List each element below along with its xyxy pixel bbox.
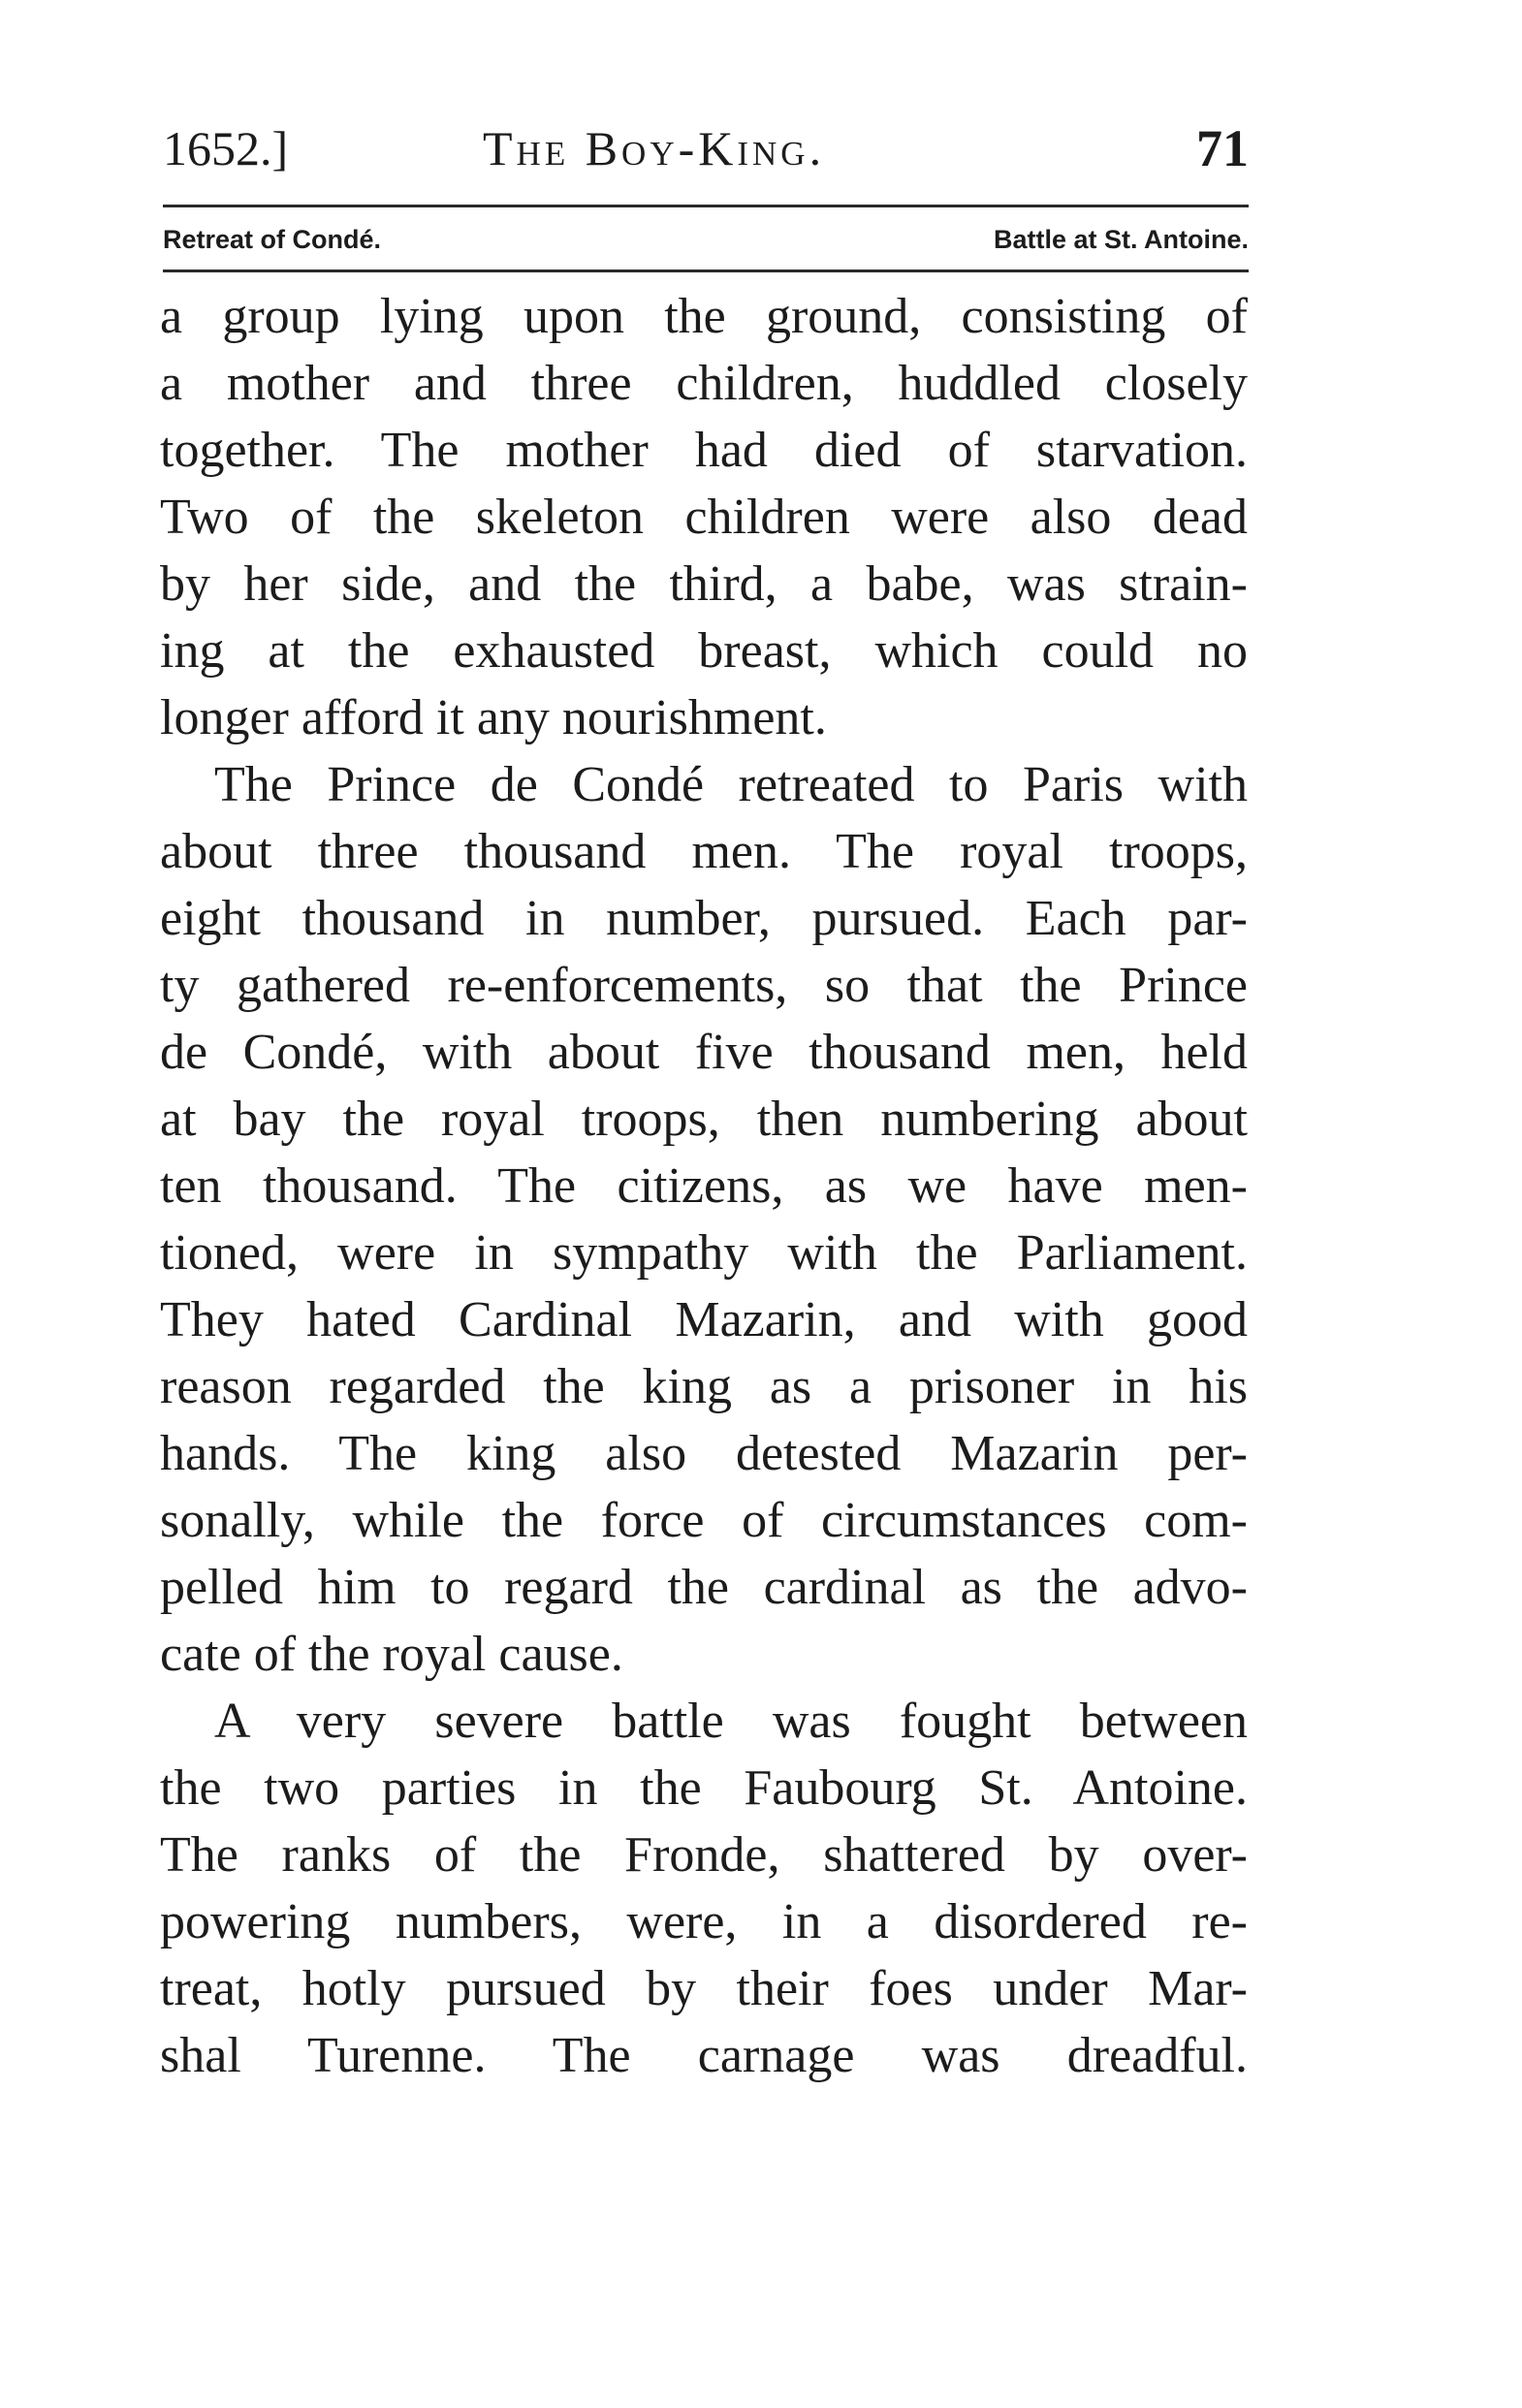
text-line: sonally, while the force of circumstances com- bbox=[160, 1493, 1248, 1548]
text-line: powering numbers, were, in a disordered re- bbox=[160, 1894, 1248, 1949]
text-line: ten thousand. The citizens, as we have men- bbox=[160, 1158, 1248, 1214]
text-line: tioned, were in sympathy with the Parliament. bbox=[160, 1225, 1248, 1281]
text-line: at bay the royal troops, then numbering about bbox=[160, 1092, 1248, 1147]
header-year: 1652.] bbox=[163, 121, 289, 175]
text-line: together. The mother had died of starvation. bbox=[160, 423, 1248, 478]
subhead-left: Retreat of Condé. bbox=[163, 225, 382, 254]
text-line: eight thousand in number, pursued. Each par- bbox=[160, 891, 1248, 946]
text-line: a mother and three children, huddled closely bbox=[160, 356, 1248, 411]
section-subheads bbox=[163, 215, 1249, 264]
subhead-right: Battle at St. Antoine. bbox=[993, 225, 1249, 254]
body-text bbox=[160, 283, 1248, 2089]
header-title: The Boy-King. bbox=[483, 121, 826, 175]
text-line: by her side, and the third, a babe, was strain- bbox=[160, 556, 1248, 612]
text-line: ing at the exhausted breast, which could no bbox=[160, 623, 1248, 679]
text-line: cate of the royal cause. bbox=[160, 1627, 623, 1682]
text-line: The ranks of the Fronde, shattered by over- bbox=[160, 1827, 1248, 1883]
header-rule-bottom bbox=[163, 269, 1249, 272]
text-line: shal Turenne. The carnage was dreadful. bbox=[160, 2028, 1248, 2083]
paragraph-start-line: A very severe battle was fought between bbox=[214, 1694, 1248, 1749]
header-rule-top bbox=[163, 205, 1249, 207]
page-number: 71 bbox=[1196, 119, 1249, 177]
text-line: de Condé, with about five thousand men, held bbox=[160, 1025, 1248, 1080]
text-line: longer afford it any nourishment. bbox=[160, 690, 827, 745]
text-line: They hated Cardinal Mazarin, and with good bbox=[160, 1292, 1248, 1347]
text-line: pelled him to regard the cardinal as the advo- bbox=[160, 1560, 1248, 1615]
text-line: the two parties in the Faubourg St. Antoine. bbox=[160, 1760, 1248, 1816]
text-line: a group lying upon the ground, consisting of bbox=[160, 289, 1248, 344]
paragraph-start-line: The Prince de Condé retreated to Paris with bbox=[214, 757, 1248, 812]
text-line: treat, hotly pursued by their foes under Mar- bbox=[160, 1961, 1248, 2016]
text-line: Two of the skeleton children were also dead bbox=[160, 490, 1248, 545]
running-header bbox=[163, 114, 1249, 182]
text-line: about three thousand men. The royal troops, bbox=[160, 824, 1248, 879]
text-line: hands. The king also detested Mazarin per- bbox=[160, 1426, 1248, 1481]
text-line: reason regarded the king as a prisoner in his bbox=[160, 1359, 1248, 1414]
text-line: ty gathered re-enforcements, so that the Prince bbox=[160, 958, 1248, 1013]
